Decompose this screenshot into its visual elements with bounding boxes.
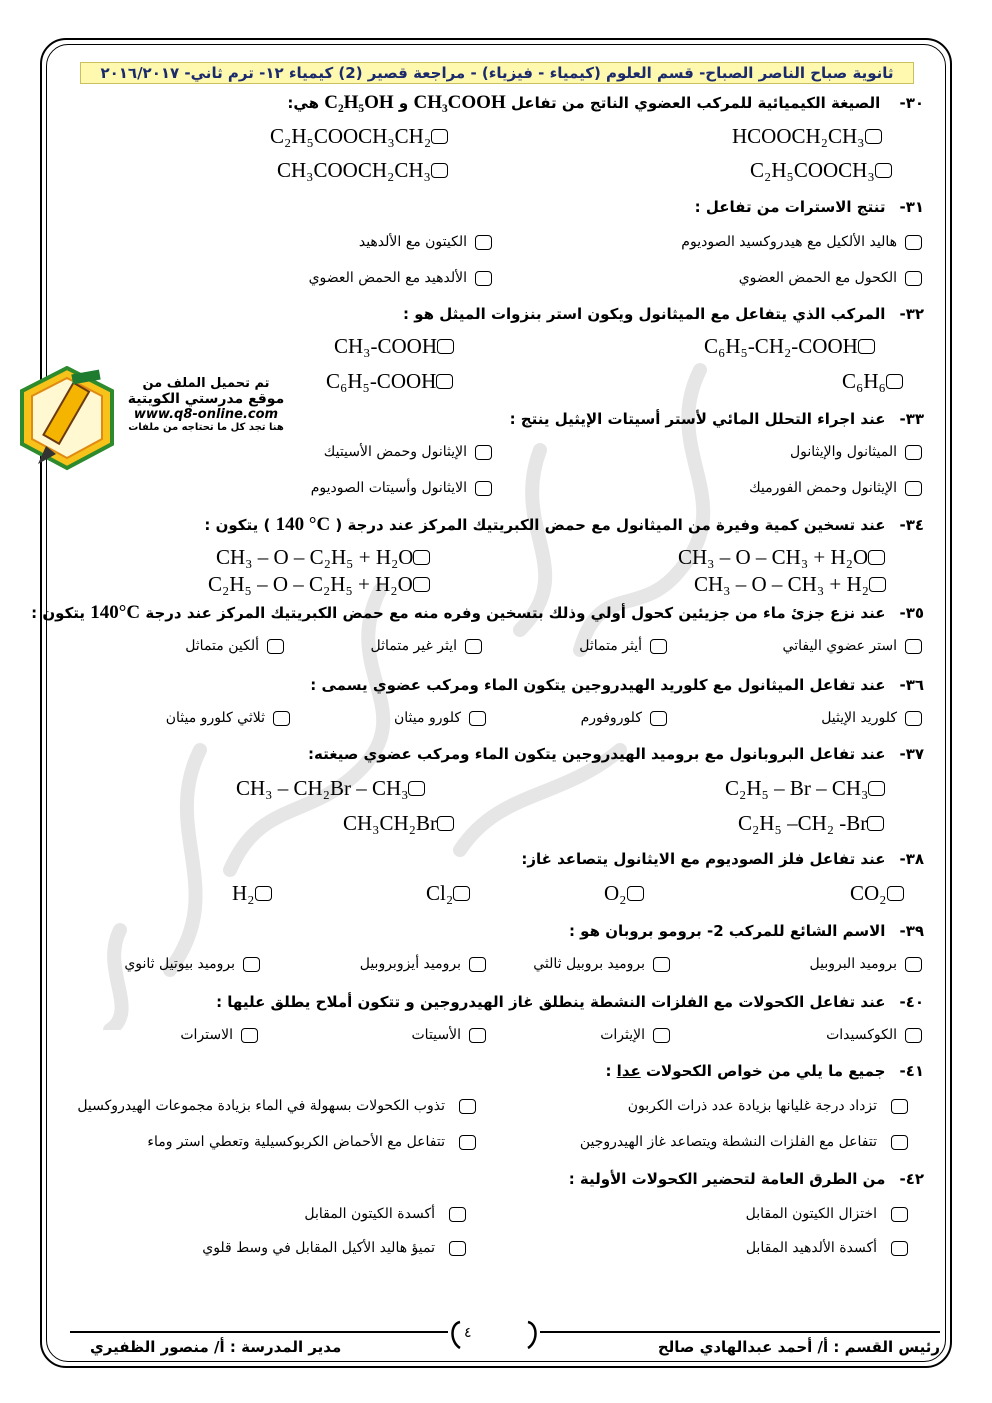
option[interactable]: O₂ [604,881,652,906]
option[interactable]: بروميد بيوتيل ثانوي [124,956,260,972]
checkbox[interactable] [891,1207,908,1222]
option[interactable]: بروميد أيزوبروبيل [360,956,486,972]
checkbox[interactable] [431,163,448,178]
question-text: ) يتكون : [204,516,271,534]
temperature: 140 °C [275,514,331,535]
checkbox[interactable] [431,129,448,144]
question-text: عند تفاعل الميثانول مع كلوريد الهيدروجين يتكون الماء ومركب عضوي يسمى : [310,676,886,694]
question-emphasis: عدا [616,1062,641,1080]
checkbox[interactable] [891,1135,908,1150]
checkbox[interactable] [475,445,492,460]
checkbox[interactable] [891,1099,908,1114]
question-text: الصيغة الكيميائية للمركب العضوي الناتج من تفاعل [510,94,881,112]
option[interactable]: أيثر متماثل [579,638,667,654]
option[interactable]: Cl₂ [426,881,478,906]
checkbox[interactable] [886,374,903,389]
option[interactable]: الإيثانول وحمض الأسيتيك [324,444,492,460]
chem-formula: CH₃COOH [413,92,506,113]
conjunction: و [398,94,409,112]
option[interactable]: C₂H₅ – O – C₂H₅ + H₂O [208,572,438,597]
logo-line-2: موقع مدرستي الكويتية [127,391,285,407]
question-number: ٣٨- [899,850,924,868]
option[interactable]: الكحول مع الحمض العضوي [739,270,922,286]
question-number: ٤١- [899,1062,924,1080]
question-37 [90,745,924,763]
option[interactable]: ألكين متماثل [185,638,284,654]
checkbox[interactable] [887,886,904,901]
option[interactable]: CH₃CH₂Br [343,811,462,836]
checkbox[interactable] [867,816,884,831]
question-30 [90,92,924,114]
checkbox[interactable] [459,1099,476,1114]
checkbox[interactable] [875,163,892,178]
checkbox[interactable] [469,711,486,726]
option[interactable]: بروميد البروبيل [810,956,923,972]
option[interactable]: الميثانول والإيثانول [790,444,922,460]
option[interactable]: بروميد بروبيل ثالثي [533,956,670,972]
logo-url[interactable]: www.q8-online.com [133,407,279,422]
question-text: عند تسخين كمية وفيرة من الميثانول مع حمض الكبريتيك المركز عند درجة ( [335,516,886,534]
option[interactable]: ايثر غير متماثل [371,638,483,654]
option[interactable]: CH₃ – O – CH₃ + H₂O [678,545,893,570]
option[interactable]: CH₃ – O – C₂H₅ + H₂O [216,545,438,570]
option[interactable]: الايثانول وأسيتات الصوديوم [311,480,492,496]
footer-head-of-department: رئيس القسم : أ/ أحمد عبدالهادي صالح [657,1338,940,1356]
option[interactable]: CH₃ – CH₂Br – CH₃ [236,776,433,801]
option[interactable]: تتفاعل مع الفلزات النشطة ويتصاعد غاز الهيدروجين [580,1134,908,1150]
checkbox[interactable] [449,1207,466,1222]
question-text: المركب الذي يتفاعل مع الميثانول ويكون استر بنزوات الميثل هو : [403,305,886,323]
question-number: ٣٩- [899,922,924,940]
option[interactable]: تزداد درجة غليانها بزيادة عدد ذرات الكربون [628,1098,908,1114]
checkbox[interactable] [436,374,453,389]
option[interactable]: الإيثانول وحمض الفورميك [749,480,922,496]
question-text: عند تفاعل البروبانول مع بروميد الهيدروجين يتكون الماء ومركب عضوي صيغته: [308,745,886,763]
checkbox[interactable] [650,711,667,726]
site-logo-text [116,376,296,433]
option[interactable]: الأسيتات [412,1027,487,1043]
question-number: ٣١- [899,198,924,216]
question-32 [90,305,924,323]
checkbox[interactable] [905,1028,922,1043]
checkbox[interactable] [453,886,470,901]
checkbox[interactable] [437,339,454,354]
option[interactable]: أكسدة الكيتون المقابل [304,1206,466,1222]
checkbox[interactable] [413,577,430,592]
option[interactable]: كلورو ميثان [394,710,486,726]
option[interactable]: C₆H₅-CH₂-COOH [704,334,883,359]
checkbox[interactable] [905,445,922,460]
question-text: من الطرق العامة لتحضير الكحولات الأولية : [568,1170,886,1188]
question-text: الاسم الشائع للمركب 2- برومو بروبان هو : [568,922,886,940]
checkbox[interactable] [475,481,492,496]
checkbox[interactable] [469,957,486,972]
checkbox[interactable] [653,1028,670,1043]
question-number: ٣٥- [899,604,924,622]
checkbox[interactable] [469,1028,486,1043]
question-text: عند نزع جزئ ماء من جزيئين كحول أولي وذلك بتسخين وفره منه مع حمض الكبريتيك المركز عند درجة [145,604,886,622]
checkbox[interactable] [475,271,492,286]
option[interactable]: ثلاثي كلورو ميثان [166,710,290,726]
question-number: ٣٢- [899,305,924,323]
checkbox[interactable] [891,1241,908,1256]
checkbox[interactable] [267,639,284,654]
checkbox[interactable] [865,129,882,144]
option[interactable]: كلوريد الإيثيل [821,710,922,726]
question-text: عند تفاعل الكحولات مع الفلزات النشطة ينطلق غاز الهيدروجين و تتكون أملاح يطلق عليها : [216,993,886,1011]
question-text: : [605,1062,612,1080]
question-number: ٣٣- [899,410,924,428]
question-text: عند تفاعل فلز الصوديوم مع الايثانول يتصاعد غاز: [521,850,886,868]
option[interactable]: C₂H₅ –CH₂ -Br [738,811,892,836]
option[interactable]: C₂H₅ – Br – CH₃ [725,776,893,801]
checkbox[interactable] [255,886,272,901]
question-number: ٣٦- [899,676,924,694]
question-39 [90,922,924,940]
checkbox[interactable] [868,550,885,565]
question-text: هي: [287,94,319,112]
option[interactable]: الكيتون مع الألدهيد [359,234,492,250]
option[interactable]: CH₃COOCH₂CH₃ [277,158,456,183]
footer-principal: مدير المدرسة : أ/ منصور الظفيري [90,1338,342,1356]
question-text: عند اجراء التحلل المائي لأستر أسيتات الإيثيل ينتج : [509,410,886,428]
option[interactable]: كلوروفورم [581,710,667,726]
question-35 [31,602,924,624]
checkbox[interactable] [905,271,922,286]
option[interactable]: تميؤ هاليد الأكيل المقابل في وسط قلوي [202,1240,466,1256]
question-text: تنتج الاسترات من تفاعل : [694,198,886,216]
checkbox[interactable] [905,481,922,496]
checkbox[interactable] [650,639,667,654]
checkbox[interactable] [905,639,922,654]
question-40 [90,993,924,1011]
logo-line-1: تم تحميل الملف من [142,376,270,391]
option[interactable]: أكسدة الألدهيد المقابل [746,1240,908,1256]
checkbox[interactable] [868,781,885,796]
question-42 [90,1170,924,1188]
option[interactable]: HCOOCH₂CH₃ [732,124,890,149]
temperature: 140°C [90,602,141,623]
checkbox[interactable] [459,1135,476,1150]
option[interactable]: الألدهيد مع الحمض العضوي [309,270,492,286]
checkbox[interactable] [273,711,290,726]
option[interactable]: الاسترات [180,1027,258,1043]
question-number: ٣٠- [899,94,924,112]
option[interactable]: اختزال الكيتون المقابل [746,1206,908,1222]
page-header: ثانوية صباح الناصر الصباح- قسم العلوم (كيمياء - فيزياء) - مراجعة قصير (2) كيمياء ١٢- ترم ثاني- ٢٠١٦/٢٠١٧ [80,62,914,84]
option[interactable]: C₂H₅COOCH₃CH₂ [270,124,456,149]
checkbox[interactable] [858,339,875,354]
question-38 [90,850,924,868]
question-number: ٣٤- [899,516,924,534]
option[interactable]: C₆H₆ [842,369,911,394]
checkbox[interactable] [905,957,922,972]
option[interactable]: الكوكسيدات [826,1027,922,1043]
checkbox[interactable] [413,550,430,565]
question-text: جميع ما يلي من خواص الكحولات [645,1062,886,1080]
option[interactable]: CO₂ [850,881,912,906]
checkbox[interactable] [243,957,260,972]
question-34 [90,514,924,536]
checkbox[interactable] [465,639,482,654]
question-36 [90,676,924,694]
option[interactable]: CH₃ – O – CH₃ + H₂ [694,572,894,597]
question-number: ٤٠- [899,993,924,1011]
checkbox[interactable] [475,235,492,250]
checkbox[interactable] [869,577,886,592]
option[interactable]: CH₃-COOH [334,334,462,359]
chem-formula: C₂H₅OH [324,92,394,113]
question-number: ٣٧- [899,745,924,763]
checkbox[interactable] [241,1028,258,1043]
page-number: ٤ [464,1325,472,1341]
logo-line-4: هنا تجد كل ما تحتاجه من ملفات [128,422,284,433]
checkbox[interactable] [653,957,670,972]
question-41 [90,1062,924,1080]
checkbox[interactable] [905,235,922,250]
option[interactable]: هاليد الألكيل مع هيدروكسيد الصوديوم [681,234,922,250]
checkbox[interactable] [905,711,922,726]
question-33 [300,410,924,428]
option[interactable]: H₂ [232,881,280,906]
option[interactable]: تذوب الكحولات بسهولة في الماء بزيادة مجموعات الهيدروكسيل [77,1098,476,1114]
option[interactable]: C₂H₅COOCH₃ [750,158,900,183]
checkbox[interactable] [408,781,425,796]
checkbox[interactable] [627,886,644,901]
question-number: ٤٢- [899,1170,924,1188]
question-text: يتكون : [31,604,86,622]
option[interactable]: C₆H₅-COOH [326,369,461,394]
question-31 [90,198,924,216]
checkbox[interactable] [437,816,454,831]
option[interactable]: استر عضوي اليفاتي [783,638,922,654]
checkbox[interactable] [449,1241,466,1256]
option[interactable]: تتفاعل مع الأحماض الكربوكسيلية وتعطي استر وماء [147,1134,476,1150]
option[interactable]: الإيثرات [600,1027,670,1043]
